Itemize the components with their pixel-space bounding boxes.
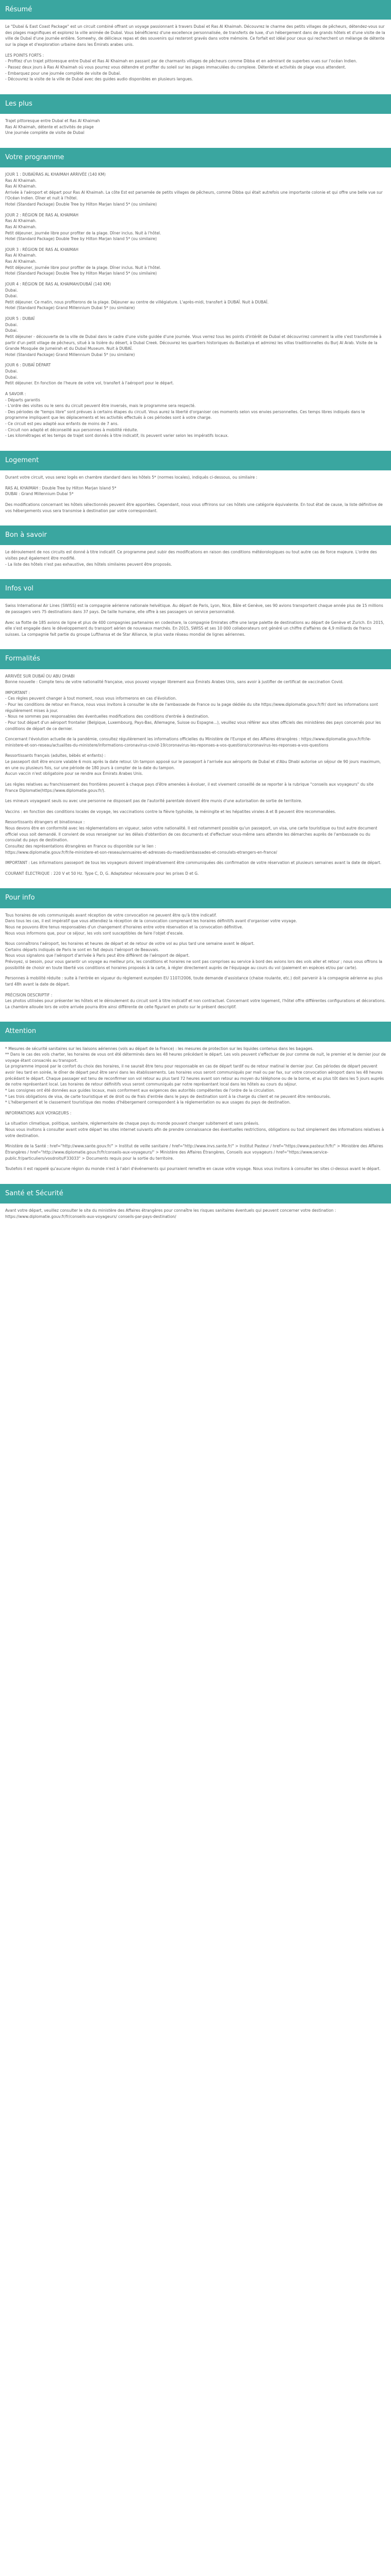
section-header: Formalités (0, 649, 391, 669)
paragraph: PRÉCISION DESCRIPTIF : Les photos utilisées pour présenter les hôtels et le déroulement du circuit sont à titre indicatif et non contractuel. Concernant votre logement, l'hôtel offre différentes configurations et décorations. La chambre allouée lors de votre arrivée pourra être ainsi différente de celle figurant en photo sur le présent descriptif. (5, 992, 386, 1009)
section-header: Santé et Sécurité (0, 1184, 391, 1204)
section-sante-et-securite (0, 1184, 391, 1231)
page (0, 0, 391, 1242)
paragraph: ARRIVÉE SUR DUBAÏ OU ABU DHABI Bonne nouvelle : Compte tenu de votre nationalité française, vous pouvez voyager librement aux Émirats Arabes Unis, sans avoir à justifier de certificat de vaccination Covid. (5, 673, 344, 685)
section-resume (0, 0, 391, 94)
section-votre-programme (0, 148, 391, 451)
section-body (0, 549, 391, 567)
section-header: Pour info (0, 888, 391, 908)
paragraph: Des modifications concernant les hôtels sélectionnés peuvent être apportées. Cependant, nous vous offrirons sur ces hôtels une catégorie équivalente. En tout état de cause, la liste définitive de vos hébergements vous sera transmise à destination par votre correspondant. (5, 502, 383, 513)
paragraph: Durant votre circuit, vous serez logés en chambre standard dans les hôtels 5* (normes locales), indiqués ci-dessous, ou similaire : (5, 475, 257, 480)
paragraph: Ressortissants étrangers et binationaux : Nous devons être en conformité avec les réglementations en vigueur, selon votre nationalité. Il est notamment possible qu'un passeport, un visa, une carte touristique ou tout autre document officiel vous soit demandé. Il convient de vous renseigner sur les délais d'obtention de ces documents et d'effectuer vous-même sans attendre les démarches auprès de l'ambassade ou du consulat du pays de destination. Consultez des représentations étrangères en France ou disponible sur le lien : https://www.diplomatie.gouv.fr/fr/le-ministere-et-son-reseau/annuaires-et-adresses-du-maedi/ambassades-et-consulats-etrangers-en-france/ (5, 820, 378, 855)
paragraph: IMPORTANT : Les informations passeport de tous les voyageurs doivent impérativement être communiquées dès confirmation de votre réservation et plusieurs semaines avant la date de départ. (5, 860, 382, 866)
section-formalites (0, 649, 391, 888)
paragraph: JOUR 1 : DUBAÏ/RAS AL KHAIMAH ARRIVÉE (140 KM) Ras Al Khaimah. Ras Al Khaimah. Arrivée à l'aéroport et départ pour Ras Al Khaimah. La côte Est est parsemée de petits villages de pêcheurs, comme Dibba qui était autrefois une importante colonie et qui offre une belle vue sur l'Océan Indien. Dîner et nuit à l'hôtel. Hotel (Standard Package) Double Tree by Hilton Marjan Island 5* (ou similaire) (5, 172, 383, 207)
paragraph: Avant votre départ, veuillez consulter le site du ministère des Affaires étrangères pour connaître les risques sanitaires éventuels qui peuvent concerner votre destination : https://www.diplomatie.gouv.fr/fr/conseils-aux-voyageurs/ conseils-par-pays-destination/ (5, 1208, 336, 1219)
paragraph: IMPORTANT : - Ces règles peuvent changer à tout moment, nous vous informerons en cas d'évolution. - Pour les conditions de retour en France, nous vous invitons à consulter le site de l'ambassade de France ou la page dédiée du site https://www.diplomatie.gouv.fr/fr/ dont les informations sont régulièrement mises à jour. - Nous ne sommes pas responsables des éventuelles modifications des conditions d'entrée à destination. - Pour tout départ d'un aéroport frontalier (Belgique, Luxembourg, Pays-Bas, Allemagne, Suisse ou Espagne...), veuillez vous référer aux sites officiels des ministères des pays concernés pour les conditions de départ de ce dernier. (5, 690, 381, 731)
paragraph: Les mineurs voyageant seuls ou avec une personne ne disposant pas de l'autorité parentale doivent être munis d'une autorisation de sortie de territoire. (5, 799, 302, 804)
paragraph: Le déroulement de nos circuits est donné à titre indicatif. Ce programme peut subir des modifications en raison des conditions météorologiques ou tout autre cas de force majeure. L'ordre des visites peut également être modifié. - La liste des hôtels n'est pas exhaustive, des hôtels similaires peuvent être proposés. (5, 550, 377, 567)
section-body (0, 912, 391, 1010)
paragraph: Vaccins : en fonction des conditions locales de voyage, les vaccinations contre la fièvre typhoïde, la méningite et les hépatites virales A et B peuvent être recommandées. (5, 809, 336, 814)
section-bon-a-savoir (0, 526, 391, 579)
paragraph: * Mesures de sécurité sanitaires sur les liaisons aériennes (vols au départ de la France) : les mesures de protection sur les liquides contenus dans les bagages. ** Dans le cas des vols charter, les horaires de vous ont été déterminés dans les 48 heures précédant le départ. Les vols peuvent s'effectuer de jour comme de nuit, le premier et le dernier jour de voyage étant consacrés au transport. Le programme imposé par le confort du choix des horaires, il ne saurait être tenu pour responsable en cas de départ tardif ou de retour matinal le dernier jour. Ces périodes de départ peuvent avoir lieu tard en soirée, le dîner de départ peut être servi dans les établissements. Les horaires vous seront communiqués par mail ou par fax, sur votre convocation aéroport dans les 48 heures précédant le départ. Chaque passager est tenu de reconfirmer son vol retour au plus tard 72 heures avant son retour au moyen du téléphone ou de la borne, et au plus tôt dans les 5 jours auprès de notre représentant local. Les horaires de retour définitifs vous seront communiqués par notre représentant local dans les hôtels au cours du séjour. * Les consignes ont été données aux guides locaux, mais conforment aux exigences des autorités compétentes de l'ordre de la circulation. * Les trois obligations de visa, de carte touristique et de droit ou de frais d'entrée dans le pays de destination sont à la charge du client et ne peuvent être remboursés. * L'hébergement et le classement touristique des modes d'hébergement correspondent à la réglementation ou aux usages du pays de destination. (5, 1046, 386, 1105)
paragraph: Swiss International Air Lines (SWISS) est la compagnie aérienne nationale helvétique. Au départ de Paris, Lyon, Nice, Bâle et Genève, ses 90 avions transportent chaque année plus de 15 millions de passagers vers 75 destinations dans 37 pays. De taille humaine, elle offre à ses passagers un service personnalisé. (5, 603, 383, 614)
paragraph: RAS AL KHAIMAH : Double Tree by Hilton Marjan Island 5* DUBAI : Grand Millennium Dubai 5* (5, 485, 117, 497)
paragraph: Concernant l'évolution actuelle de la pandémie, consultez régulièrement les informations officielles du Ministère de l'Europe et des Affaires étrangères : https://www.diplomatie.gouv.fr/fr/le-ministere-et-son-reseau/actualites-du-ministere/informations-coronavirus-covid-19/coronavirus-les-reponses-a-vos-questions/coronavirus-les-reponses-a-vos-questions (5, 737, 371, 748)
section-attention (0, 1022, 391, 1183)
paragraph: Les règles relatives au franchissement des frontières peuvent à chaque pays d'être amenées à évoluer, il est vivement conseillé de se reporter à la rubrique "conseils aux voyageurs" du site France Diplomatie(https://www.diplomatie.gouv.fr/). (5, 782, 374, 793)
paragraph: Personnes à mobilité réduite : suite à l'entrée en vigueur du règlement européen EU 1107/2006, toute demande d'assistance (chaise roulante, etc.) doit parvenir à la compagnie aérienne au plus tard 48h avant la date de départ. (5, 976, 383, 987)
paragraph: Ressortissants français (adultes, bébés et enfants) : Le passeport doit être encore valable 6 mois après la date retour. Un tampon apposé sur le passeport à l'arrivée aux aéroports de Dubaï et d'Abu Dhabi autorise un séjour de 90 jours maximum, en une ou plusieurs fois, sur une période de 180 jours à compter de la date du tampon. Aucun vaccin n'est obligatoire pour se rendre aux Émirats Arabes Unis. (5, 753, 381, 776)
paragraph: JOUR 2 : RÉGION DE RAS AL KHAIMAH Ras Al Khaimah. Ras Al Khaimah. Petit déjeuner, journée libre pour profiter de la plage. Dîner inclus. Nuit à l'hôtel. Hotel (Standard Package) Double Tree by Hilton Marjan Island 5* (ou similaire) (5, 212, 161, 242)
paragraph: La situation climatique, politique, sanitaire, réglementaire de chaque pays du monde pouvant changer subitement et sans préavis. Nous vous invitons à consulter avant votre départ les sites internet suivants afin de prendre connaissance des éventuelles restrictions, obligations ou tout simplement des informations relatives à votre destination. (5, 1121, 384, 1138)
section-body (0, 172, 391, 439)
section-body (0, 474, 391, 514)
paragraph: Avec sa flotte de 185 avions de ligne et plus de 400 compagnies partenaires en codeshare, la compagnie Emirates offre une large palette de destinations au départ de Genève et Zurich. En 2015, elle s'est engagée dans le développement du transport aérien de nouveaux marchés. En 2015, SWISS et ses 10 000 collaborateurs ont généré un chiffre d'affaires de 4,9 milliards de francs suisses. La compagnie fait partie du groupe Lufthansa et de Star Alliance, le plus vaste réseau mondial de lignes aériennes. (5, 620, 384, 637)
paragraph: Nous connaîtrons l'aéroport, les horaires et heures de départ et de retour de votre vol au plus tard une semaine avant le départ. Certains départs indiqués de Paris le sont en fait depuis l'aéroport de Beauvais. Nous vous signalons que l'aéroport d'arrivée à Paris peut être différent de l'aéroport de départ. Prévoyez, si besoin, pour vous garantir un voyage au meilleur prix, les conditions et horaires ne sont pas comprises au service à bord des avions lors des vols aller et retour ; nous vous offrons la possibilité de choisir en toute liberté vos conditions et horaires proposés à la carte, à régler directement auprès de l'équipage au cours du vol (paiement en espèces et/ou par carte). (5, 941, 382, 970)
section-body (0, 24, 391, 82)
paragraph: Trajet pittoresque entre Dubaï et Ras Al Khaimah Ras Al Khaimah, détente et activités de plage Une journée complète de visite de Dubaï (5, 118, 100, 135)
paragraph: JOUR 3 : RÉGION DE RAS AL KHAIMAH Ras Al Khaimah. Ras Al Khaimah. Petit déjeuner, journée libre pour profiter de la plage. Dîner inclus. Nuit à l'hôtel. Hotel (Standard Package) Double Tree by Hilton Marjan Island 5* (ou similaire) (5, 247, 161, 276)
section-header: Résumé (0, 0, 391, 20)
section-pour-info (0, 888, 391, 1022)
section-body (0, 118, 391, 136)
section-body (0, 673, 391, 877)
paragraph: Tous horaires de vols communiqués avant réception de votre convocation ne peuvent être qu'à titre indicatif. Dans tous les cas, il est impératif que vous attendiez la réception de la convocation comprenant les horaires définitifs avant d'organiser votre voyage. Nous ne pouvons être tenus responsables d'un changement d'horaires entre votre réservation et la convocation définitive. Nous vous informons que, pour ce séjour, les vols sont susceptibles de faire l'objet d'escale. (5, 912, 297, 936)
paragraph: Le "Dubaï & East Coast Package" est un circuit combiné offrant un voyage passionnant à travers Dubaï et Ras Al Khaimah. Découvrez le charme des petits villages de pêcheurs, détendez-vous sur des plages magnifiques et explorez la ville animée de Dubaï. Vous bénéficierez d'une excellence personnalisée, de transferts de luxe, d'un hébergement dans de grands hôtels et d'une visite de la ville de Dubaï d'une journée entière. Somewhy, de délicieux repas et des souvenirs qui resteront gravés dans votre mémoire. Ce forfait est idéal pour ceux qui recherchent un mélange de détente sur la plage et d'exploration urbaine dans les Émirats arabes unis. (5, 24, 385, 47)
paragraph: LES POINTS FORTS : - Profitez d'un trajet pittoresque entre Dubaï et Ras Al Khaimah en passant par de charmants villages de pêcheurs comme Dibba et en admirant de superbes vues sur l'océan Indien. - Passez deux jours à Ras Al Khaimah où vous pourrez vous détendre et profiter du soleil sur les plages immaculées du complexe. Détente et activités de plage vous attendent. - Embarquez pour une journée complète de visite de Dubaï. - Découvrez la visite de la ville de Dubaï avec des guides audio disponibles en plusieurs langues. (5, 53, 357, 82)
paragraph: COURANT ÉLECTRIQUE : 220 V et 50 Hz. Type C, D, G. Adaptateur nécessaire pour les prises D et G. (5, 871, 199, 876)
section-header: Logement (0, 451, 391, 470)
section-header: Bon à savoir (0, 526, 391, 545)
section-header: Infos vol (0, 579, 391, 599)
section-les-plus (0, 94, 391, 148)
paragraph: JOUR 6 : DUBAÏ DÉPART Dubai. Dubai. Petit déjeuner. En fonction de l'heure de votre vol, transfert à l'aéroport pour le départ. (5, 363, 174, 386)
section-body (0, 603, 391, 637)
paragraph: Ministère de la Santé : href="http://www.sante.gouv.fr/" > Institut de veille sanitaire / href="http://www.invs.sante.fr/" > Institut Pasteur / href="https://www.pasteur.fr/fr/" > Ministère des Affaires Étrangères / href="http://www.diplomatie.gouv.fr/fr/conseils-aux-voyageurs/" > Ministère des Affaires Étrangères, Conseils aux voyageurs / href="https://www.service-public.fr/particuliers/vosdroits/F33033" > Documents requis pour la sortie du territoire. (5, 1144, 383, 1161)
paragraph: JOUR 4 : RÉGION DE RAS AL KHAIMAH/DUBAÏ (140 KM) Dubai. Dubai. Petit déjeuner. Ce matin, nous profiterons de la plage. Déjeuner au centre de villégiature. L'après-midi, transfert à DUBAÏ. Nuit à DUBAÏ. Hotel (Standard Package) Grand Millennium Dubai 5* (ou similaire) (5, 281, 269, 311)
section-body (0, 1046, 391, 1172)
section-header: Votre programme (0, 148, 391, 167)
section-header: Attention (0, 1022, 391, 1041)
paragraph: A SAVOIR : - Départs garantis - L'ordre des visites ou le sens du circuit peuvent être inversés, mais le programme sera respecté. - Des périodes de "temps libre" sont prévues à certains étapes du circuit. Vous aurez la liberté d'organiser ces moments selon vos envies personnelles. Ces temps libres indiqués dans le programme impliquent que les déplacements et les activités effectués à ces périodes sont à votre charge. - Ce circuit est peu adapté aux enfants de moins de 7 ans. - Circuit non adapté et déconseillé aux personnes à mobilité réduite. - Les kilométrages et les temps de trajet sont donnés à titre indicatif, ils peuvent varier selon les impératifs locaux. (5, 391, 365, 438)
paragraph: INFORMATIONS AUX VOYAGEURS : (5, 1110, 72, 1115)
section-logement (0, 451, 391, 526)
section-body (0, 1208, 391, 1219)
paragraph: Toutefois il est rappelé qu'aucune région du monde n'est à l'abri d'événements qui pourraient remettre en cause votre voyage. Nous vous invitons à consulter les sites ci-dessus avant le départ. (5, 1166, 381, 1172)
section-infos-vol (0, 579, 391, 649)
section-header: Les plus (0, 94, 391, 114)
paragraph: JOUR 5 : DUBAÏ Dubai. Dubai. Petit déjeuner - découverte de la ville de Dubaï dans le cadre d'une visite guidée d'une journée. Vous verrez tous les points d'intérêt de Dubaï et découvrirez comment la ville s'est transformée à partir d'un petit village de pêcheurs, situé à la lisière du désert, à Dubaï Creek. Découvrez les quartiers historiques du Bastakiya et admirez les villas traditionnelles du Burj Al Arab. Visite de la Grande Mosquée de Jumeirah et du Dubaï Museum. Nuit à DUBAÏ. Hotel (Standard Package) Grand Millennium Dubai 5* (ou similaire) (5, 316, 382, 357)
